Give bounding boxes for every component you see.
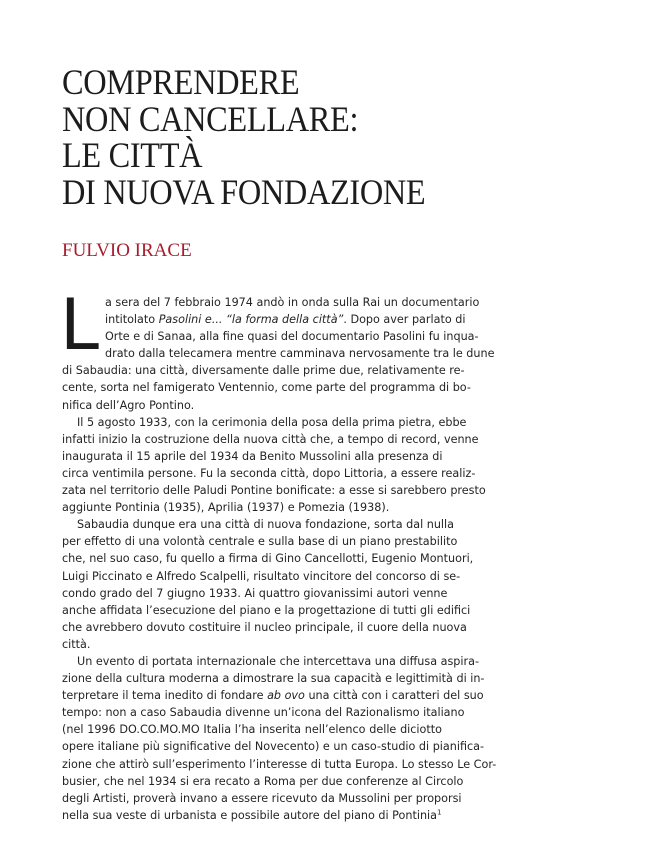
text-line: cente, sorta nel famigerato Ventennio, come parte del programma di bo- — [62, 381, 471, 395]
text-line: anche affidata l’esecuzione del piano e la progettazione di tutti gli edifici — [62, 603, 471, 617]
title-line: DI NUOVA FONDAZIONE — [62, 171, 426, 212]
text-line: aggiunte Pontinia (1935), Aprilia (1937) e Pomezia (1938). — [62, 501, 390, 515]
text-line: inaugurata il 15 aprile del 1934 da Benito Mussolini alla presenza di — [62, 449, 443, 463]
text-line: che avrebbero dovuto costituire il nucleo principale, il cuore della nuova — [62, 620, 467, 634]
text-line: circa ventimila persone. Fu la seconda città, dopo Littoria, a essere realiz- — [62, 466, 476, 480]
paragraph-3 — [62, 516, 474, 653]
text-line: Sabaudia dunque era una città di nuova fondazione, sorta dal nulla — [77, 518, 454, 532]
text-line: infatti inizio la costruzione della nuova città che, a tempo di record, venne — [62, 432, 479, 446]
title-line: LE CITTÀ — [62, 135, 203, 175]
text-line: opere italiane più significative del Novecento) e un caso-studio di pianifica- — [62, 740, 485, 754]
text-line: Il 5 agosto 1933, con la cerimonia della posa della prima pietra, ebbe — [77, 415, 467, 429]
paragraph-4 — [62, 653, 497, 824]
drop-cap: L — [60, 284, 99, 366]
footnote-ref[interactable]: 1 — [437, 808, 442, 817]
italic-title: Pasolini e... “la forma della città” — [158, 313, 344, 327]
text-line: intitolato Pasolini e... “la forma della città”. Dopo aver parlato di — [105, 313, 466, 327]
text-line: drato dalla telecamera mentre camminava nervosamente tra le dune — [105, 347, 495, 361]
text-line: zata nel territorio delle Paludi Pontine bonificate: a esse si sarebbero presto — [62, 484, 486, 498]
text-line: di Sabaudia: una città, diversamente dalle prime due, relativamente re- — [62, 364, 465, 378]
text-line: Un evento di portata internazionale che intercettava una diffusa aspira- — [77, 654, 480, 668]
text-line: nifica dell’Agro Pontino. — [62, 398, 195, 412]
text-line: per effetto di una volontà centrale e sulla base di un piano prestabilito — [62, 535, 458, 549]
italic-phrase: ab ovo — [267, 689, 305, 703]
text-line: zione che attirò sull’esperimento l’interesse di tutta Europa. Lo stesso Le Cor- — [62, 757, 497, 771]
text-line: città. — [62, 637, 91, 651]
text-line: che, nel suo caso, fu quello a firma di Gino Cancellotti, Eugenio Montuori, — [62, 552, 474, 566]
text-line: degli Artisti, proverà invano a essere ricevuto da Mussolini per proporsi — [62, 791, 462, 805]
text-line: (nel 1996 DO.CO.MO.MO Italia l’ha inserita nell’elenco delle diciotto — [62, 723, 442, 737]
title-line: COMPRENDERE — [62, 62, 300, 102]
text-line: terpretare il tema inedito di fondare ab ovo una città con i caratteri del suo — [62, 689, 484, 703]
text-line: condo grado del 7 giugno 1933. Ai quattro giovanissimi autori venne — [62, 586, 448, 600]
text-line: nella sua veste di urbanista e possibile autore del piano di Pontinia$^1$ — [62, 808, 442, 822]
author-name: FULVIO IRACE — [62, 240, 192, 261]
paragraph-2 — [62, 414, 486, 517]
text-line: Luigi Piccinato e Alfredo Scalpelli, risultato vincitore del concorso di se- — [62, 569, 461, 583]
title-line: NON CANCELLARE: — [62, 98, 359, 139]
text-line: zione della cultura moderna a dimostrare la sua capacità e legittimità di in- — [62, 672, 485, 686]
article-body — [60, 284, 497, 824]
article-title — [62, 64, 425, 210]
text-line: busier, che nel 1934 si era recato a Roma per due conferenze al Circolo — [62, 774, 464, 788]
text-line: tempo: non a caso Sabaudia divenne un’icona del Razionalismo italiano — [62, 706, 465, 720]
paragraph-1 — [60, 284, 495, 414]
text-line: Orte e di Sanaa, alla fine quasi del documentario Pasolini fu inqua- — [105, 330, 479, 344]
text-line: a sera del 7 febbraio 1974 andò in onda sulla Rai un documentario — [105, 296, 480, 309]
